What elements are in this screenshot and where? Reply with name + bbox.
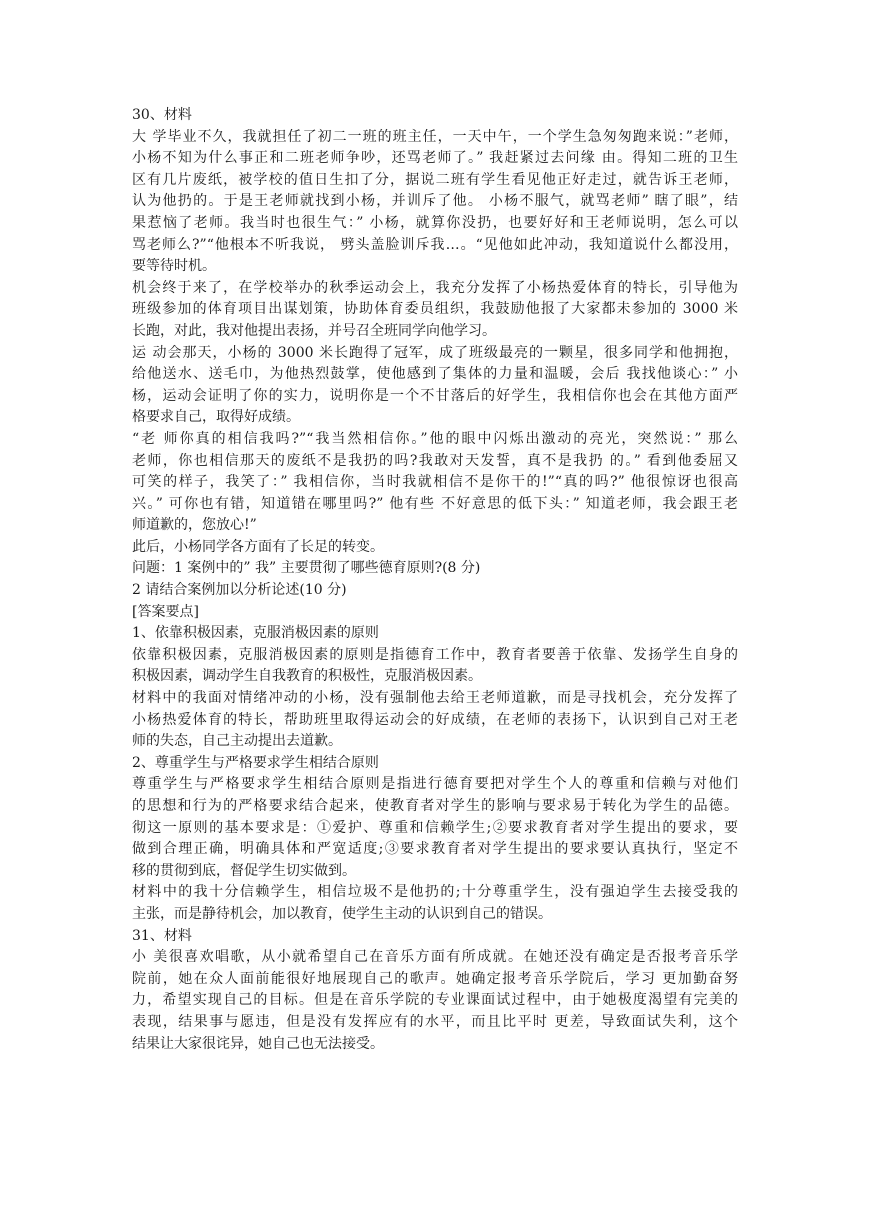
text-line: 1、依靠积极因素，克服消极因素的原则 [132, 625, 379, 642]
text-line: 的思想和行为的严格要求结合起来，使教育者对学生的影响与要求易于转化为学生的品德。 [132, 798, 738, 814]
text-line: 材料中的我面对情绪冲动的小杨，没有强制他去给王老师道歉，而是寻找机会，充分发挥了 [132, 690, 738, 707]
text-line: 彻这一原则的基本要求是：①爱护、尊重和信赖学生;②要求教育者对学生提出的要求，要 [132, 819, 738, 836]
text-line: 结果让大家很诧异，她自己也无法接受。 [132, 1035, 384, 1052]
text-line: 小杨热爱体育的特长，帮助班里取得运动会的好成绩，在老师的表扬下，认识到自己对王老 [132, 711, 738, 728]
text-line: 30、材料 [132, 107, 192, 123]
text-line: “老 师你真的相信我吗?”“我当然相信你。”他的眼中闪烁出激动的亮光，突然说：” 那么 [132, 430, 738, 447]
text-line: 2、尊重学生与严格要求学生相结合原则 [132, 754, 379, 771]
text-line: 要等待时机。 [132, 258, 216, 275]
text-line: 兴。” 可你也有错，知道错在哪里吗?” 他有些 不好意思的低下头：” 知道老师，我会跟王老 [132, 495, 738, 512]
text-line: 移的贯彻到底，督促学生切实做到。 [132, 862, 356, 879]
text-line: 运 动会那天，小杨的 3000 米长跑得了冠军，成了班级最亮的一颗星，很多同学和他拥抱， [132, 344, 738, 361]
text-line: 机会终于来了，在学校举办的秋季运动会上，我充分发挥了小杨热爱体育的特长，引导他为 [132, 279, 738, 296]
text-line: 班级参加的体育项目出谋划策，协助体育委员组织，我鼓励他报了大家都未参加的 3000 米 [132, 301, 738, 318]
text-line: 区有几片废纸，被学校的值日生扣了分，据说二班有学生看见他正好走过，就告诉王老师， [132, 171, 738, 188]
document-page [132, 105, 738, 1055]
text-line: 老师，你也相信那天的废纸不是我扔的吗?我敢对天发誓，真不是我扔 的。” 看到他委屈又 [132, 452, 738, 469]
text-line: 依靠积极因素，克服消极因素的原则是指德育工作中，教育者要善于依靠、发扬学生自身的 [132, 646, 738, 663]
text-line: 骂老师么?”“他根本不听我说， 劈头盖脸训斥我…。“见他如此冲动，我知道说什么都没用， [132, 236, 738, 253]
text-line: 院前，她在众人面前能很好地展现自己的歌声。她确定报考音乐学院后，学习 更加勤奋努 [132, 970, 738, 987]
text-line: 小 美很喜欢唱歌，从小就希望自己在音乐方面有所成就。在她还没有确定是否报考音乐学 [132, 949, 738, 966]
text-line: 小杨不知为什么事正和二班老师争吵，还骂老师了。” 我赶紧过去问缘 由。得知二班的卫生 [132, 150, 738, 167]
text-line: 认为他扔的。于是王老师就找到小杨，并训斥了他。 小杨不服气，就骂老师” 瞎了眼”，结 [132, 193, 738, 210]
text-line: 积极因素，调动学生自我教育的积极性，克服消极因素。 [132, 668, 482, 685]
text-line: 格要求自己，取得好成绩。 [132, 409, 300, 426]
text-line: 师的失态，自己主动提出去道歉。 [132, 733, 342, 750]
text-line: 大 学毕业不久，我就担任了初二一班的班主任，一天中午，一个学生急匆匆跑来说：”老师， [132, 128, 738, 145]
text-line: 表现，结果事与愿违，但是没有发挥应有的水平，而且比平时 更差，导致面试失利，这个 [132, 1013, 738, 1030]
text-line: 2 请结合案例加以分析论述(10 分) [132, 582, 347, 599]
text-line: 给他送水、送毛巾，为他热烈鼓掌，使他感到了集体的力量和温暖，会后 我找他谈心：” 小 [132, 366, 738, 383]
text-line: 问题：1 案例中的” 我” 主要贯彻了哪些德育原则?(8 分) [132, 560, 481, 577]
text-line: 力，希望实现自己的目标。但是在音乐学院的专业课面试过程中，由于她极度渴望有完美的 [132, 992, 738, 1009]
text-line: 此后，小杨同学各方面有了长足的转变。 [132, 538, 384, 555]
text-line: [答案要点] [132, 603, 199, 620]
text-line: 材料中的我十分信赖学生，相信垃圾不是他扔的;十分尊重学生，没有强迫学生去接受我的 [132, 884, 738, 901]
text-line: 师道歉的，您放心!” [132, 517, 257, 534]
text-line: 做到合理正确，明确具体和严宽适度;③要求教育者对学生提出的要求要认真执行，坚定不 [132, 841, 738, 858]
text-line: 主张，而是静待机会，加以教育，使学生主动的认识到自己的错误。 [132, 905, 552, 922]
text-line: 尊重学生与严格要求学生相结合原则是指进行德育要把对学生个人的尊重和信赖与对他们 [132, 776, 738, 793]
text-line: 可笑的样子，我笑了：” 我相信你，当时我就相信不是你干的!”“真的吗?” 他很惊讶也很高 [132, 474, 738, 491]
text-line: 果惹恼了老师。我当时也很生气：” 小杨，就算你没扔，也要好好和王老师说明，怎么可以 [132, 214, 738, 231]
text-line: 杨，运动会证明了你的实力，说明你是一个不甘落后的好学生，我相信你也会在其他方面严 [132, 387, 738, 404]
text-line: 31、材料 [132, 927, 192, 944]
text-line: 长跑，对此，我对他提出表扬，并号召全班同学向他学习。 [132, 322, 496, 339]
